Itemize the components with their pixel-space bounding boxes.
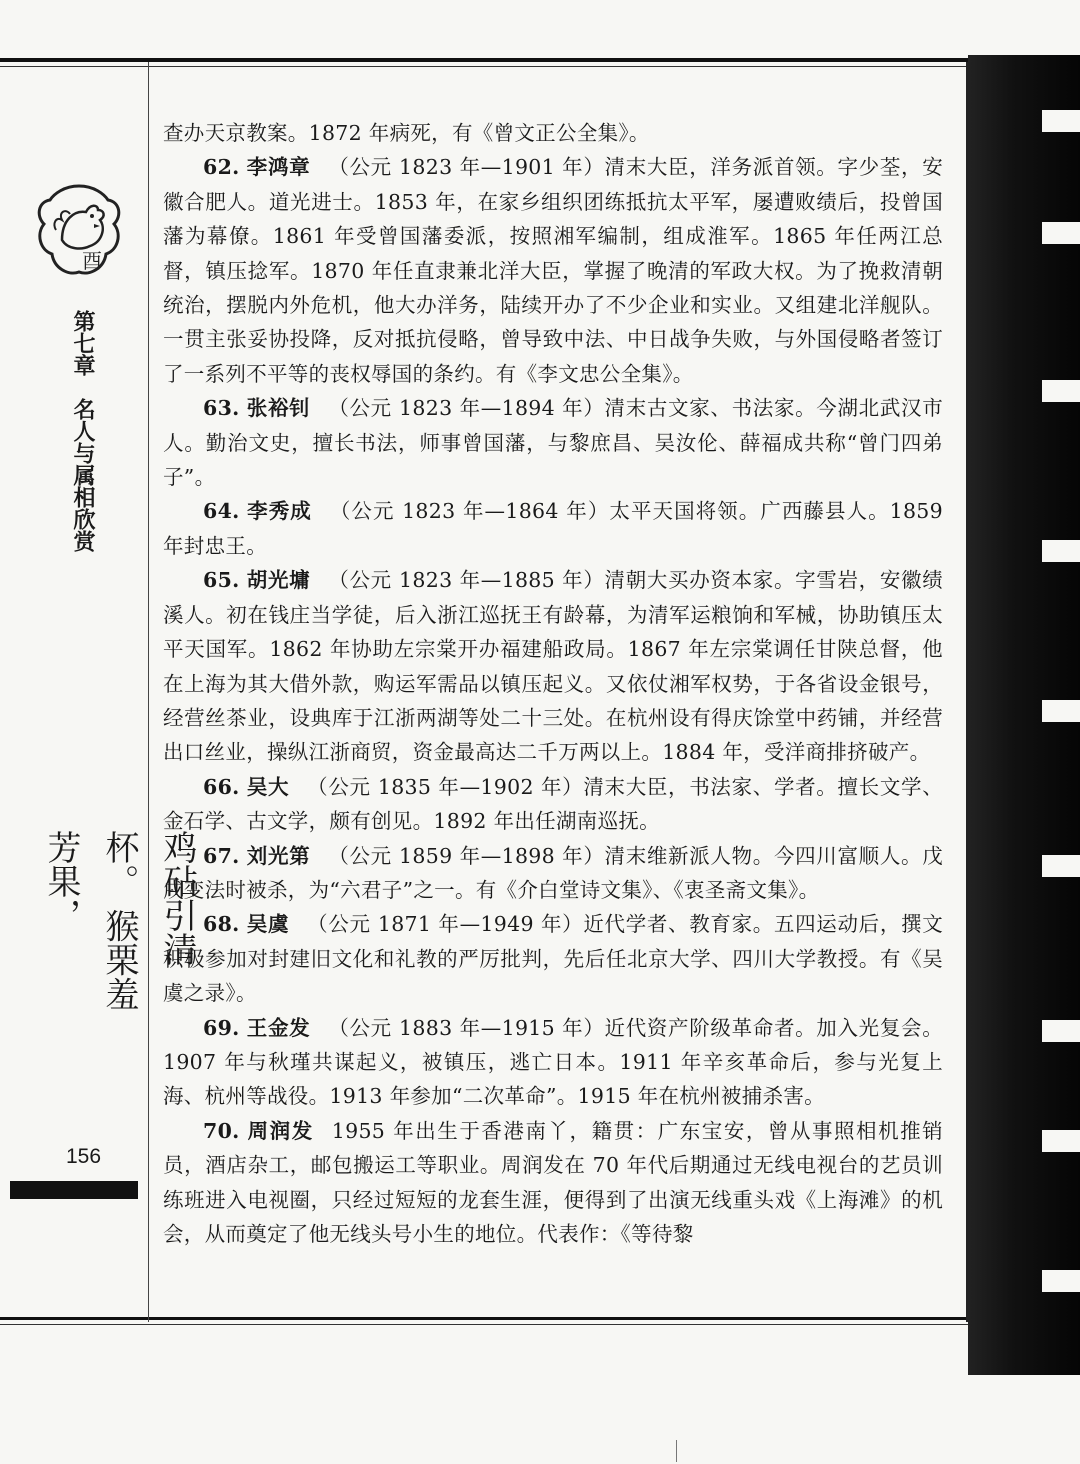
margin-divider (148, 62, 149, 1322)
edge-tab (1042, 222, 1080, 244)
biography-entry (163, 391, 943, 494)
entry-number: 69. (203, 1015, 240, 1040)
edge-tab (1042, 1020, 1080, 1042)
entry-name: 周润发 (247, 1118, 314, 1143)
entry-number: 62. (203, 155, 240, 180)
entry-text: （公元 1835 年—1902 年）清末大臣，书法家、学者。擅长文学、金石学、古文学，颇有创见。1892 年出任湖南巡抚。 (163, 774, 943, 834)
page-number-bar (10, 1181, 138, 1199)
entry-name: 李鸿章 (246, 155, 311, 180)
entry-text: （公元 1823 年—1901 年）清末大臣，洋务派首领。字少荃，安徽合肥人。道光进士。1853 年，在家乡组织团练抵抗太平军，屡遭败绩后，投曾国藩为幕僚。1861 年受曾国藩委派，按照湘军编制，组成淮军。1865 年任两江总督，镇压捻军。1870 年任直隶兼北洋大臣，掌握了晚清的军政大权。为了挽救清朝统治，摆脱内外危机，他大办洋务，陆续开办了不少企业和实业。又组建北洋舰队。一贯主张妥协投降，反对抵抗侵略，曾导致中法、中日战争失败，与外国侵略者签订了一系列不平等的丧权辱国的条约。有《李文忠公全集》。 (163, 155, 943, 386)
page-number: 156 (66, 1145, 102, 1168)
entry-number: 65. (203, 568, 240, 593)
entry-number: 68. (203, 912, 240, 937)
biography-entry (163, 907, 943, 1010)
entry-name: 吴虞 (246, 912, 290, 937)
entry-name: 胡光墉 (246, 568, 311, 593)
entry-name: 张裕钊 (246, 396, 311, 421)
entry-text: 1955 年出生于香港南丫，籍贯：广东宝安，曾从事照相机推销员，酒店杂工，邮包搬运工等职业。周润发在 70 年代后期通过无线电视台的艺员训练班进入电视圈，只经过短短的龙套生涯，便得到了出演无线重头戏《上海滩》的机会，从而奠定了他无线头号小生的地位。代表作：《等待黎 (163, 1118, 943, 1246)
edge-tab (1042, 380, 1080, 402)
biography-entry (163, 770, 943, 839)
edge-tab (1042, 110, 1080, 132)
entry-text: （公元 1871 年—1949 年）近代学者、教育家。五四运动后，撰文积极参加对封建旧文化和礼教的严厉批判，先后任北京大学、四川大学教授。有《吴虞之录》。 (163, 912, 943, 1006)
top-rule-thin (0, 66, 970, 67)
body-text (163, 116, 943, 1251)
entry-number: 66. (203, 774, 240, 799)
biography-entry (163, 1011, 943, 1114)
svg-text:酉: 酉 (82, 249, 102, 273)
entry-text: （公元 1883 年—1915 年）近代资产阶级革命者。加入光复会。1907 年与秋瑾共谋起义，被镇压，逃亡日本。1911 年辛亥革命后，参与光复上海、杭州等战役。1913 年参加“二次革命”。1915 年在杭州被捕杀害。 (163, 1015, 943, 1109)
poem-line-left: 猴栗羞芳果， (41, 830, 139, 1011)
entry-name: 王金发 (246, 1015, 311, 1040)
edge-tab (1042, 855, 1080, 877)
scan-mark (676, 1440, 677, 1462)
poem-line-right: 鸡砧引清杯。 (99, 830, 197, 966)
entry-name: 李秀成 (247, 499, 312, 524)
entry-name: 刘光第 (246, 843, 311, 868)
biography-entry (163, 563, 943, 769)
biography-entry (163, 839, 943, 908)
bottom-rule (0, 1317, 970, 1320)
entry-text: （公元 1823 年—1864 年）太平天国将领。广西藤县人。1859 年封忠王。 (163, 499, 943, 558)
biography-entry (163, 1114, 943, 1252)
bottom-rule-thin (0, 1324, 970, 1325)
entry-text: （公元 1823 年—1885 年）清朝大买办资本家。字雪岩，安徽绩溪人。初在钱庄当学徒，后入浙江巡抚王有龄幕，为清军运粮饷和军械，协助镇压太平天国军。1862 年协助左宗棠开办福建船政局。1867 年左宗棠调任甘陕总督，他在上海为其大借外款，购运军需品以镇压起义。又依仗湘军权势，于各省设金银号，经营丝茶业，设典库于江浙两湖等处二十三处。在杭州设有得庆馀堂中药铺，并经营出口丝业，操纵江浙商贸，资金最高达二千万两以上。1884 年，受洋商排挤破产。 (163, 568, 943, 765)
entry-text: （公元 1859 年—1898 年）清末维新派人物。今四川富顺人。戊戌变法时被杀，为“六君子”之一。有《介白堂诗文集》、《衷圣斋文集》。 (163, 843, 943, 902)
entry-number: 67. (203, 843, 240, 868)
top-rule (0, 58, 970, 62)
edge-tab (1042, 1270, 1080, 1292)
edge-tab (1042, 700, 1080, 722)
entry-number: 64. (203, 499, 240, 524)
edge-tab (1042, 540, 1080, 562)
biography-entry (163, 150, 943, 391)
continuation-paragraph: 查办天京教案。1872 年病死，有《曾文正公全集》。 (163, 121, 650, 145)
biography-entry (163, 494, 943, 563)
entry-number: 63. (203, 396, 240, 421)
entry-name: 吴大 (246, 774, 290, 799)
rooster-emblem-icon (34, 180, 124, 280)
entry-text: （公元 1823 年—1894 年）清末古文家、书法家。今湖北武汉市人。勤治文史，擅长书法，师事曾国藩，与黎庶昌、吴汝伦、薛福成共称“曾门四弟子”。 (163, 396, 943, 490)
edge-tab (1042, 1130, 1080, 1152)
chapter-title: 第七章 名人与属相欣赏 (70, 310, 95, 552)
entry-number: 70. (203, 1118, 240, 1143)
